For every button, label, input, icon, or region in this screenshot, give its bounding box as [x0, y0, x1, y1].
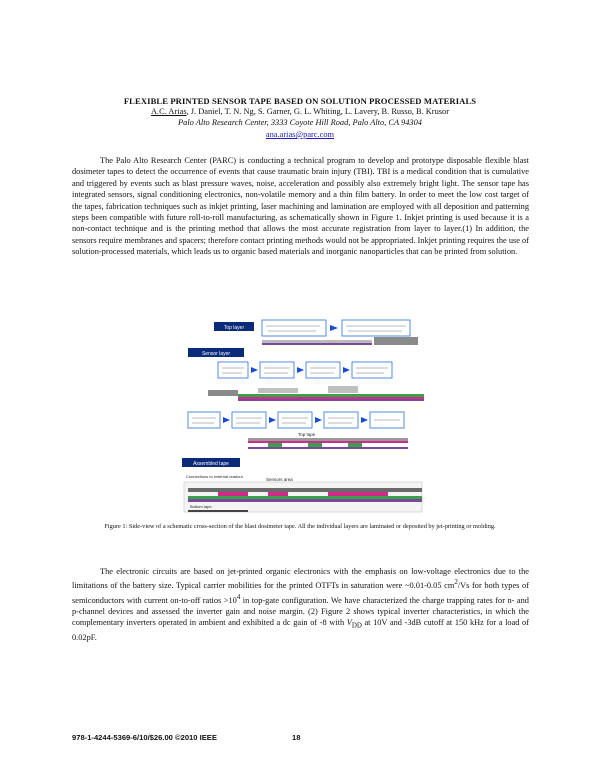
text-run: /Vs for both types of semiconductors with current on-to-off ratios >10 — [72, 581, 529, 605]
superscript: 2 — [454, 578, 458, 587]
arrow-icon — [315, 417, 322, 423]
figure-1 — [178, 318, 426, 518]
bottom-tape-label: Bottom tape — [190, 504, 212, 509]
green-layer — [348, 443, 362, 447]
step-box — [342, 320, 410, 336]
step-box — [352, 362, 392, 378]
green-layer — [238, 394, 424, 397]
paragraph-intro: The Palo Alto Research Center (PARC) is conducting a technical program to develop and prototype disposable flexible blast dosimeter tapes to detect the occurrence of events that cause traumatic brain injury (TBI). TBI is a medical condition that is cumulative and triggered by events such as blast pressure waves, noise, acceleration and possibly also extremely bright light. The sensor tape has integrated sensors, signal conditioning electronics, non-volatile memory and a thin film battery. In order to meet the low cost target of the tapes, fabrication techniques such as inkjet printing, laser machining and lamination are employed with all deposition and patterning steps been compatible with future roll-to-roll manufacturing, as schematically shown in Figure 1. Inkjet printing is used because it is a non-contact technique and is the printing method that allows the most accurate registration from layer to layer.(1) In addition, the sensors require membranes and spacers; therefore contact printing methods would not be appropriated. Inkjet printing requires the use of solution-processed materials, which leads us to organic based materials and inorganic nanoparticles that can be printed from solution. — [72, 156, 529, 257]
top-tape-layer — [248, 438, 408, 441]
step-box — [232, 412, 266, 428]
text-run: The electronic circuits are based on jet-printed organic electronics with the emphasis on low-voltage electronics due to the limitations of the battery size. Typical carrier mobilities for the printed OTFTs in saturation were ~0.01-0.05 cm — [72, 567, 529, 591]
subscript: DD — [351, 621, 362, 630]
top-layer-block — [374, 337, 418, 345]
paper-title: FLEXIBLE PRINTED SENSOR TAPE BASED ON SOLUTION PROCESSED MATERIALS — [123, 96, 477, 106]
membrane — [258, 388, 298, 393]
paragraph-electronics — [72, 566, 529, 644]
author-email-link[interactable]: ana.arias@parc.com — [265, 130, 335, 139]
arrow-icon — [361, 417, 368, 423]
sensor-layer-label: Sensor layer — [201, 351, 231, 357]
page-number: 18 — [292, 733, 301, 742]
variable: V — [346, 618, 352, 628]
step-box — [260, 362, 294, 378]
arrow-icon — [251, 367, 258, 373]
assembled-tape-label: Assembled tape — [193, 461, 229, 467]
pink-layer — [328, 492, 388, 496]
step-box — [306, 362, 340, 378]
arrow-icon — [343, 367, 350, 373]
substrate-layer — [238, 399, 424, 401]
arrow-icon — [269, 417, 276, 423]
green-layer — [308, 443, 322, 447]
pink-layer — [248, 441, 408, 443]
affiliation: Palo Alto Research Center, 3333 Coyote Hill Road, Palo Alto, CA 94304 — [178, 118, 422, 127]
bottom-tape-layer — [188, 510, 248, 512]
top-tape-layer — [188, 488, 422, 492]
pink-layer — [238, 397, 424, 399]
step-box — [188, 412, 220, 428]
green-layer — [188, 496, 422, 499]
arrow-icon — [297, 367, 304, 373]
connections-label: Connections to external readout — [186, 474, 243, 479]
footer-copyright: 978-1-4244-5369-6/10/$26.00 ©2010 IEEE — [72, 733, 217, 742]
step-box — [324, 412, 358, 428]
top-layer-label: Top layer — [223, 325, 245, 331]
lead-author[interactable]: A.C. Arias — [150, 107, 187, 116]
text-run: in top-gate configuration. We have characterized the charge trapping rates for n- and p-channel devices and assessed the inverter gain and noise margin. (2) Figure 2 shows typical inverter characteristics, in which the complementary inverters operated in ambient and exhibited a dc gain of -8 with — [72, 595, 529, 628]
arrow-icon — [330, 325, 338, 331]
step-box — [278, 412, 312, 428]
superscript: 4 — [236, 592, 241, 601]
text-run: at 10V and -3dB cutoff at 150 kHz for a load of 0.02pF. — [72, 618, 529, 643]
co-authors: , J. Daniel, T. N. Ng, S. Garner, G. L. Whiting, L. Lavery, B. Russo, B. Krusor — [186, 107, 450, 116]
step-box — [262, 320, 326, 336]
step-box — [218, 362, 248, 378]
top-layer-strip — [262, 340, 372, 343]
top-layer-substrate — [262, 343, 372, 345]
spacer — [328, 386, 358, 393]
substrate-layer — [188, 499, 422, 502]
pink-layer — [218, 492, 248, 496]
substrate-layer — [248, 447, 408, 449]
top-tape-label: Top tape — [298, 432, 316, 437]
green-layer — [268, 443, 282, 447]
figure-caption: Figure 1: Side-view of a schematic cross-section of the blast dosimeter tape. All the individual layers are laminated or deposited by jet-printing or molding. — [104, 523, 496, 530]
schematic-diagram — [178, 318, 426, 518]
sensor-area-label: Sensors area — [266, 477, 293, 482]
author-list — [0, 107, 600, 116]
arrow-icon — [223, 417, 230, 423]
sensor-block — [208, 390, 238, 396]
pink-layer — [268, 492, 288, 496]
